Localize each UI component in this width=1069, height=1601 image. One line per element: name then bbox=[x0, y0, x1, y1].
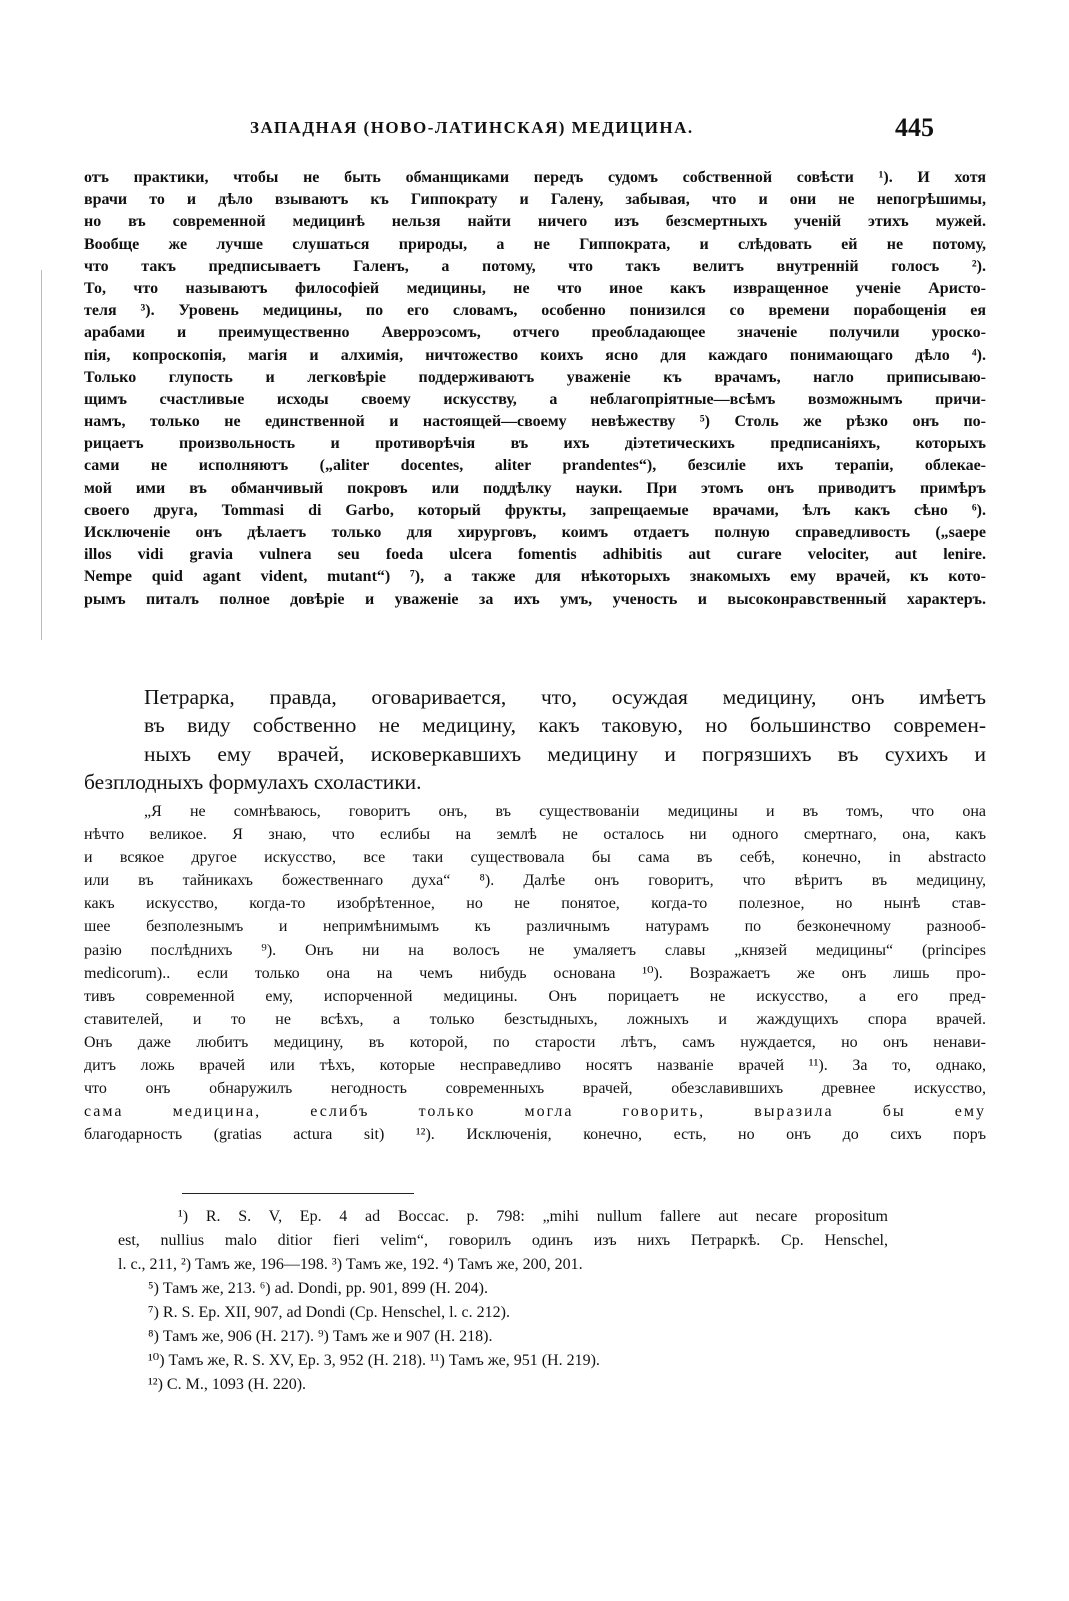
text-line: щимъ счастливые исходы своему искусству, а неблагопріятные—всѣмъ возможнымъ причи- bbox=[84, 390, 986, 408]
footnote-separator bbox=[182, 1193, 414, 1194]
footnote-line: est, nullius malo ditior fieri velim“, говорилъ одинъ изъ нихъ Петраркѣ. Ср. Henschel, bbox=[118, 1232, 888, 1249]
text-line: въ виду собственно не медицину, какъ таковую, но большинство современ- bbox=[144, 713, 986, 738]
footnote-line: ¹²) C. M., 1093 (H. 220). bbox=[148, 1376, 307, 1393]
text-line: Петрарка, правда, оговаривается, что, осуждая медицину, онъ имѣетъ bbox=[144, 685, 986, 709]
footnote-line: ⁵) Тамъ же, 213. ⁶) ad. Dondi, pp. 901, 899 (H. 204). bbox=[148, 1280, 488, 1297]
text-line: illos vidi gravia vulnera seu foeda ulcera fomentis adhibitis aut curare velociter, aut lenire. bbox=[84, 546, 986, 564]
text-line: Только глупость и легковѣріе поддерживаютъ уваженіе къ врачамъ, нагло приписываю- bbox=[84, 368, 986, 386]
text-line: Онъ даже любитъ медицину, въ которой, по старости лѣтъ, самъ нуждается, но онъ ненави- bbox=[84, 1033, 986, 1051]
text-line: и всякое другое искусство, все таки существовала бы сама въ себѣ, конечно, in abstracto bbox=[84, 849, 986, 867]
text-line: благодарность (gratias actura sit) ¹²). Исключенія, конечно, есть, но онъ до сихъ поръ bbox=[84, 1126, 986, 1144]
text-line: рицаетъ произвольность и противорѣчія въ ихъ діэтетическихъ предписаніяхъ, которыхъ bbox=[84, 435, 986, 453]
text-line: арабами и преимущественно Аверроэсомъ, отчего преобладающее значеніе получили уроско- bbox=[84, 324, 986, 342]
text-line: разію послѣднихъ ⁹). Онъ ни на волосъ не умаляетъ славы „князей медицины“ (principes bbox=[84, 941, 986, 959]
text-line: ныхъ ему врачей, исковеркавшихъ медицину и погрязшихъ въ сухихъ и bbox=[144, 741, 986, 766]
footnote-line: ¹) R. S. V, Ep. 4 ad Boccac. p. 798: „mihi nullum fallere aut necare propositum bbox=[178, 1208, 888, 1225]
text-line: отъ практики, чтобы не быть обманщиками передъ судомъ собственной совѣсти ¹). И хотя bbox=[84, 169, 986, 186]
text-line: намъ, только не единственной и настоящей—своему невѣжеству ⁵) Столь же рѣзко онъ по- bbox=[84, 413, 986, 431]
text-line: нѣчто великое. Я знаю, что еслибы на землѣ не осталось ни одного смертнаго, она, какъ bbox=[84, 826, 986, 844]
text-line: Вообще же лучше слушаться природы, а не Гиппократа, и слѣдовать ей не потому, bbox=[84, 235, 986, 253]
paragraph-2 bbox=[84, 683, 986, 797]
text-line: пія, копроскопія, магія и алхимія, ничтожество коихъ ясно для каждаго понимающаго дѣло ⁴). bbox=[84, 346, 986, 364]
paragraph-1 bbox=[84, 167, 986, 611]
text-line: То, что называютъ философіей медицины, не что иное какъ извращенное ученіе Аристо- bbox=[84, 279, 986, 297]
text-line: сами не исполняютъ („aliter docentes, aliter prandentes“), безсиліе ихъ терапіи, облекае- bbox=[84, 457, 986, 475]
footnote-line: ⁸) Тамъ же, 906 (H. 217). ⁹) Тамъ же и 907 (H. 218). bbox=[148, 1328, 493, 1345]
footnote-line: l. c., 211, ²) Тамъ же, 196—198. ³) Тамъ же, 192. ⁴) Тамъ же, 200, 201. bbox=[118, 1256, 583, 1273]
text-line: Nempe quid agant vident, mutant“) ⁷), а также для нѣкоторыхъ знакомыхъ ему врачей, къ кото- bbox=[84, 568, 986, 586]
text-line: безплодныхъ формулахъ схоластики. bbox=[84, 770, 422, 795]
text-line: тивъ современной ему, испорченной медицины. Онъ порицаетъ не искусство, а его пред- bbox=[84, 987, 986, 1005]
footnote-line: ¹⁰) Тамъ же, R. S. XV, Ep. 3, 952 (H. 218). ¹¹) Тамъ же, 951 (H. 219). bbox=[148, 1352, 600, 1369]
text-line: своего друга, Tommasi di Garbo, который фрукты, запрещаемые врачами, ѣлъ какъ сѣно ⁶). bbox=[84, 501, 986, 519]
text-line: дитъ ложь врачей или тѣхъ, которые несправедливо носятъ названіе врачей ¹¹). За то, однако, bbox=[84, 1057, 986, 1075]
text-line: medicorum).. если только она на чемъ нибудь основана ¹⁰). Возражаетъ же онъ лишь про- bbox=[84, 964, 986, 982]
paragraph-3 bbox=[84, 800, 986, 1146]
text-line: теля ³). Уровень медицины, по его словамъ, особенно понизился со времени порабощенія ея bbox=[84, 302, 986, 320]
running-title: ЗАПАДНАЯ (НОВО-ЛАТИНСКАЯ) МЕДИЦИНА. bbox=[250, 118, 694, 137]
text-line: что такъ предписываетъ Галенъ, а потому, что такъ велитъ внутренній голосъ ²). bbox=[84, 257, 986, 275]
text-line: шее безполезнымъ и непримѣнимымъ къ различнымъ натурамъ по безконечному разнооб- bbox=[84, 918, 986, 936]
text-line: рымъ питалъ полное довѣріе и уваженіе за ихъ умъ, ученость и высоконравственный характеръ. bbox=[84, 590, 986, 608]
text-line: мой ими въ обманчивый покровъ или поддѣлку науки. При этомъ онъ приводитъ примѣръ bbox=[84, 479, 986, 497]
footnotes bbox=[118, 1205, 888, 1397]
text-line: ставителей, и то не всѣхъ, а только безстыдныхъ, ложныхъ и жаждущихъ спора врачей. bbox=[84, 1010, 986, 1028]
text-line: или въ тайникахъ божественнаго духа“ ⁸). Далѣе онъ говоритъ, что вѣритъ въ медицину, bbox=[84, 872, 986, 890]
page-number: 445 bbox=[895, 113, 934, 142]
text-line: врачи то и дѣло взываютъ къ Гиппократу и Галену, забывая, что и они не непогрѣшимы, bbox=[84, 191, 986, 209]
footnote-line: ⁷) R. S. Ep. XII, 907, ad Dondi (Ср. Henschel, l. c. 212). bbox=[148, 1304, 510, 1321]
text-line: сама медицина, еслибъ только могла говорить, выразила бы ему bbox=[84, 1103, 986, 1121]
text-line: что онъ обнаружилъ негодность современныхъ врачей, обезславившихъ древнее искусство, bbox=[84, 1080, 986, 1098]
text-line: Исключеніе онъ дѣлаетъ только для хирурговъ, коимъ отдаетъ полную справедливость („saepe bbox=[84, 524, 986, 541]
text-line: „Я не сомнѣваюсь, говоритъ онъ, въ существованіи медицины и въ томъ, что она bbox=[144, 803, 986, 820]
text-line: какъ искусство, когда-то изобрѣтенное, но не понятое, когда-то полезное, но нынѣ став- bbox=[84, 895, 986, 913]
margin-scan-line bbox=[41, 270, 42, 640]
text-line: но въ современной медицинѣ нельзя найти ничего изъ безсмертныхъ ученій этихъ мужей. bbox=[84, 213, 986, 231]
